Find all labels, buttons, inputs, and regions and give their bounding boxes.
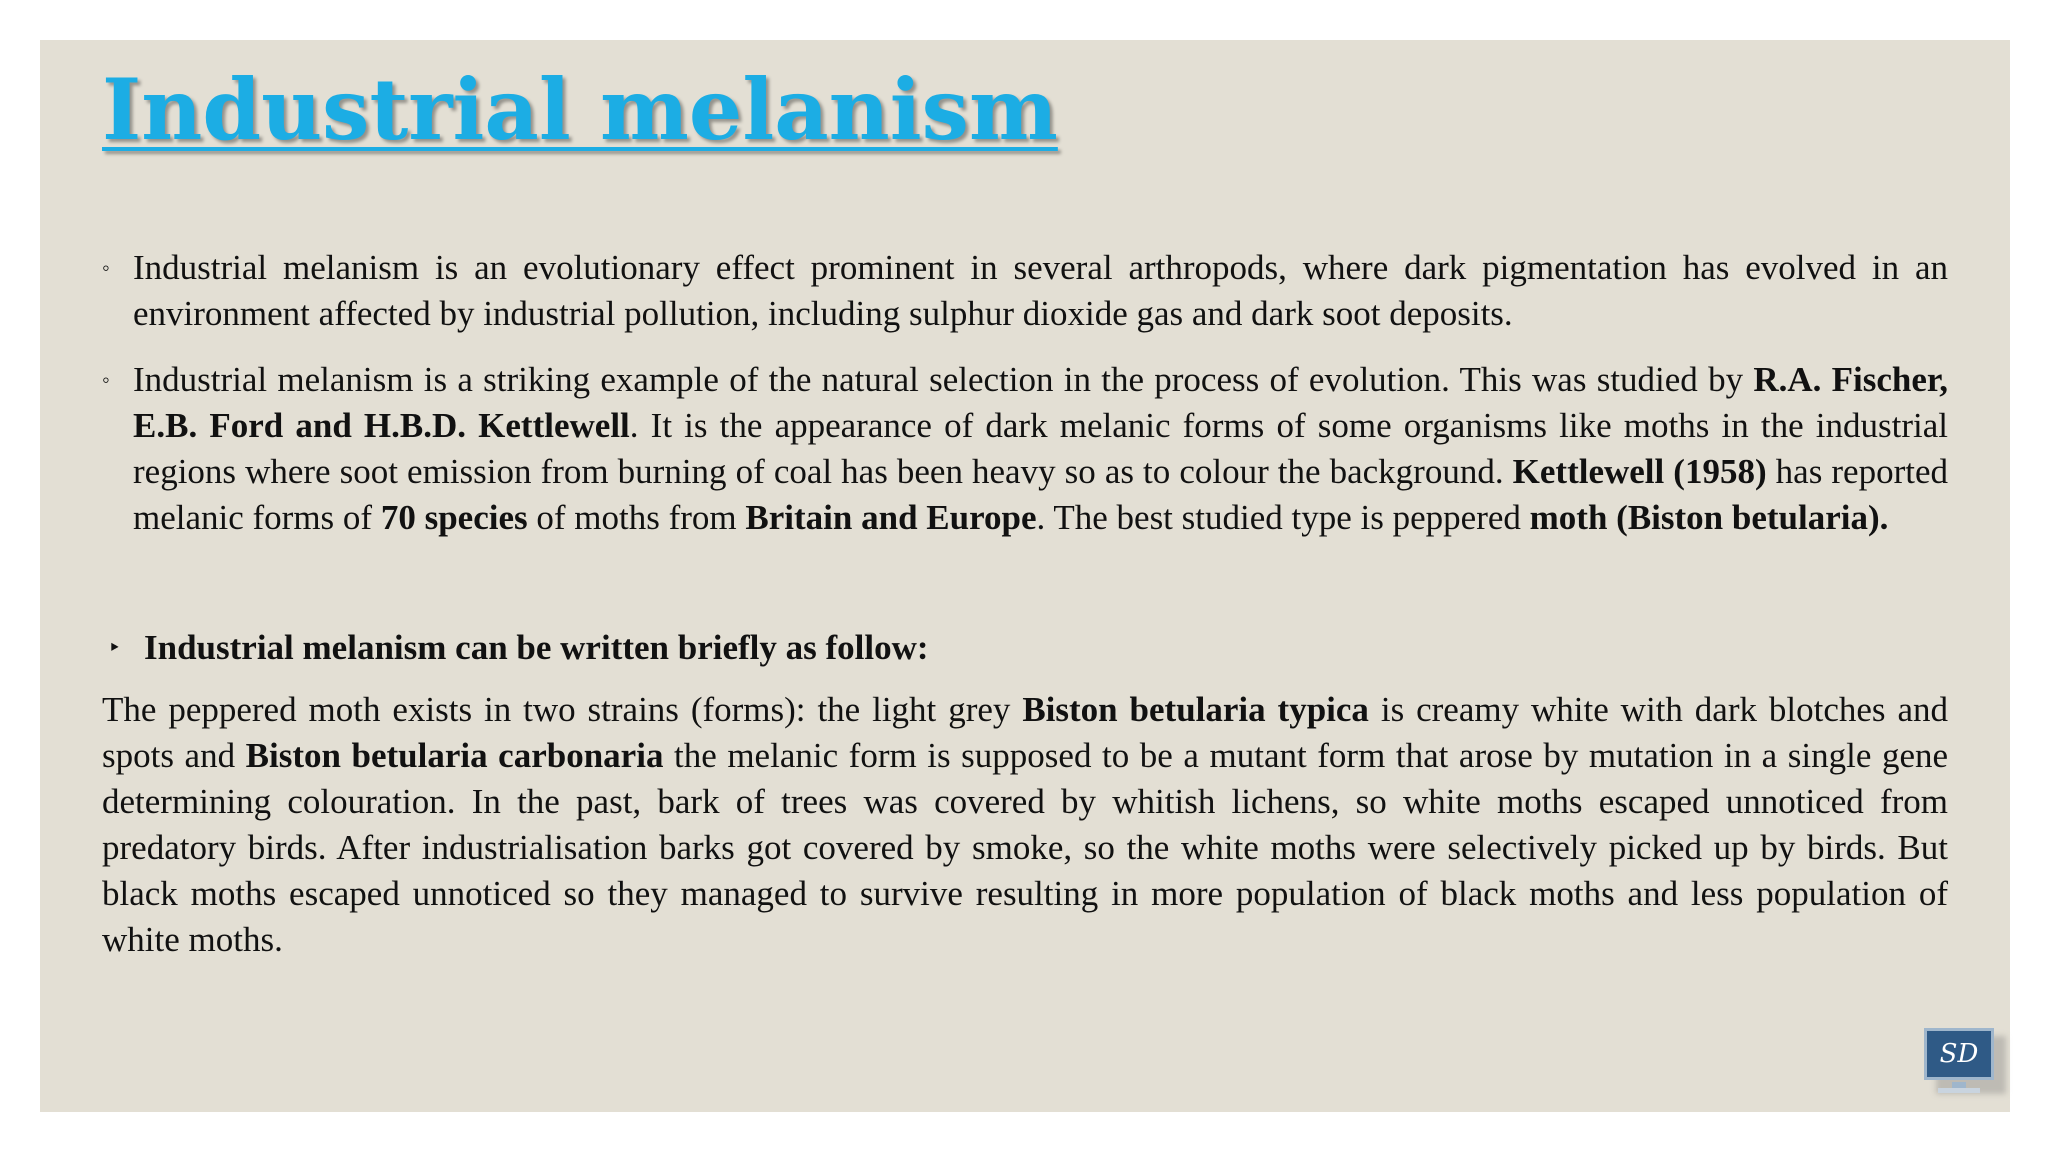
species-name: moth (Biston betularia). bbox=[1529, 498, 1889, 537]
circle-bullet-icon: ◦ bbox=[102, 367, 110, 392]
logo-text: SD bbox=[1939, 1039, 1979, 1069]
region: Britain and Europe bbox=[745, 498, 1037, 537]
species-count: 70 species bbox=[380, 498, 528, 537]
section-heading bbox=[102, 625, 1948, 671]
slide-content bbox=[102, 245, 1948, 963]
bullet-point-2 bbox=[102, 357, 1948, 541]
bullet-text: has reported melanic forms of bbox=[133, 452, 1949, 537]
logo-screen bbox=[1924, 1028, 1994, 1080]
bullet-text: . It is the appearance of dark melanic forms of some organisms like moths in the industrial regions where soot emission from burning of coal has been heavy so as to colour the background. bbox=[133, 406, 1948, 491]
paragraph-text: is creamy white with dark blotches and spots and bbox=[102, 690, 1948, 775]
researcher-names: R.A. Fischer, E.B. Ford and H.B.D. Kettlewell bbox=[133, 360, 1948, 445]
slide bbox=[40, 40, 2010, 1112]
computer-monitor-icon bbox=[1922, 1026, 2004, 1098]
section-heading-text: Industrial melanism can be written briefly as follow: bbox=[144, 628, 929, 667]
form-typica: Biston betularia typica bbox=[1022, 690, 1369, 729]
bullet-point-1 bbox=[102, 245, 1948, 337]
bullet-text: . The best studied type is peppered bbox=[1036, 498, 1530, 537]
bullet-text: Industrial melanism is a striking example of the natural selection in the process of evolution. This was studied by bbox=[133, 360, 1754, 399]
paragraph-text: The peppered moth exists in two strains (forms): the light grey bbox=[102, 690, 1023, 729]
paragraph-text: the melanic form is supposed to be a mutant form that arose by mutation in a single gene determining colouration. In the past, bark of trees was covered by whitish lichens, so white moths escaped unnoticed from predatory birds. After industrialisation barks got covered by smoke, so the white moths were selectively picked up by birds. But black moths escaped unnoticed so they managed to survive resulting in more population of black moths and less population of white moths. bbox=[102, 736, 1949, 959]
slide-title: Industrial melanism bbox=[102, 60, 1058, 159]
circle-bullet-icon: ◦ bbox=[102, 255, 110, 280]
logo-base bbox=[1938, 1088, 1980, 1093]
bullet-text: of moths from bbox=[527, 498, 746, 537]
citation: Kettlewell (1958) bbox=[1512, 452, 1767, 491]
triangle-bullet-icon: ‣ bbox=[108, 635, 121, 660]
form-carbonaria: Biston betularia carbonaria bbox=[245, 736, 664, 775]
body-paragraph bbox=[102, 687, 1948, 963]
bullet-text: Industrial melanism is an evolutionary effect prominent in several arthropods, where dark pigmentation has evolved in an environment affected by industrial pollution, including sulphur dioxide gas and dark soot deposits. bbox=[133, 248, 1948, 333]
